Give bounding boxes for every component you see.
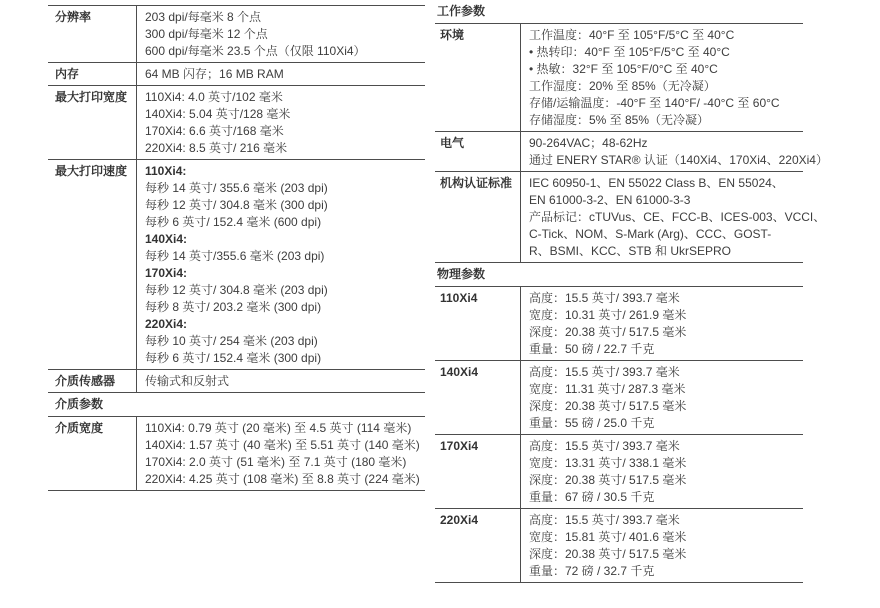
spec-line: 每秒 12 英寸/ 304.8 毫米 (203 dpi) [145, 283, 328, 297]
spec-line-bullet: • 热敏：32°F 至 105°F/0°C 至 40°C [529, 62, 718, 76]
spec-line: 重量：50 磅 / 22.7 千克 [529, 342, 655, 356]
row-label: 介质传感器 [55, 374, 116, 388]
spec-line-model: 110Xi4: [145, 164, 187, 178]
row-label: 最大打印速度 [55, 164, 128, 178]
spec-line: 300 dpi/每毫米 12 个点 [145, 27, 268, 41]
spec-line: 高度：15.5 英寸/ 393.7 毫米 [529, 365, 680, 379]
spec-line: 存储/运输温度：-40°F 至 140°F/ -40°C 至 60°C [529, 96, 780, 110]
row-label: 110Xi4 [440, 291, 478, 305]
spec-line: 每秒 6 英寸/ 152.4 毫米 (600 dpi) [145, 215, 322, 229]
row-label: 220Xi4 [440, 513, 479, 527]
spec-line: 深度：20.38 英寸/ 517.5 毫米 [529, 473, 687, 487]
spec-line-model: 170Xi4: [145, 266, 188, 280]
spec-line: 宽度：11.31 英寸/ 287.3 毫米 [529, 382, 686, 396]
row-label: 分辨率 [55, 10, 92, 24]
spec-line: 140Xi4: 1.57 英寸 (40 毫米) 至 5.51 英寸 (140 毫米) [145, 438, 420, 452]
spec-line: 140Xi4: 5.04 英寸/128 毫米 [145, 107, 291, 121]
section-header-media-params: 介质参数 [48, 392, 425, 416]
row-label: 内存 [55, 67, 80, 81]
row-value [520, 172, 827, 262]
spec-line: R、BSMI、KCC、STB 和 UkrSEPRO [529, 244, 732, 258]
spec-line: 170Xi4: 2.0 英寸 (51 毫米) 至 7.1 英寸 (180 毫米) [145, 455, 407, 469]
row-max-print-speed [48, 159, 425, 369]
spec-line: 存储湿度：5% 至 85%（无冷凝） [529, 113, 710, 127]
row-label: 环境 [440, 28, 465, 42]
spec-line: 高度：15.5 英寸/ 393.7 毫米 [529, 513, 680, 527]
spec-line: 宽度：13.31 英寸/ 338.1 毫米 [529, 456, 687, 470]
row-value [136, 63, 425, 85]
row-value [520, 435, 803, 508]
spec-line: 每秒 14 英寸/ 355.6 毫米 (203 dpi) [145, 181, 328, 195]
spec-line: 110Xi4: 4.0 英寸/102 毫米 [145, 90, 283, 104]
row-140xi4 [435, 360, 803, 434]
spec-line: 90-264VAC；48-62Hz [529, 136, 648, 150]
spec-line: 通过 ENERY STAR® 认证（140Xi4、170Xi4、220Xi4） [529, 153, 828, 167]
row-label: 170Xi4 [440, 439, 479, 453]
spec-line: 重量：55 磅 / 25.0 千克 [529, 416, 655, 430]
spec-line: 工作湿度：20% 至 85%（无冷凝） [529, 79, 716, 93]
spec-line: EN 61000-3-2、EN 61000-3-3 [529, 193, 691, 207]
spec-line-model: 220Xi4: [145, 317, 188, 331]
row-value [520, 287, 803, 360]
row-label: 140Xi4 [440, 365, 479, 379]
spec-line: 传输式和反射式 [145, 374, 230, 388]
row-electrical [435, 131, 828, 171]
spec-line: 每秒 6 英寸/ 152.4 毫米 (300 dpi) [145, 351, 322, 365]
spec-line-model: 140Xi4: [145, 232, 188, 246]
row-media-sensor [48, 369, 425, 392]
spec-line: 每秒 12 英寸/ 304.8 毫米 (300 dpi) [145, 198, 328, 212]
row-value [520, 132, 830, 171]
row-resolution [48, 5, 425, 62]
spec-line: 203 dpi/每毫米 8 个点 [145, 10, 262, 24]
spec-line: 170Xi4: 6.6 英寸/168 毫米 [145, 124, 284, 138]
spec-line: 220Xi4: 4.25 英寸 (108 毫米) 至 8.8 英寸 (224 毫米) [145, 472, 420, 486]
row-environment [435, 23, 803, 131]
row-value [520, 509, 803, 582]
row-label: 最大打印宽度 [55, 90, 128, 104]
spec-line-bullet: • 热转印：40°F 至 105°F/5°C 至 40°C [529, 45, 730, 59]
row-value [136, 417, 425, 490]
spec-line: 工作温度：40°F 至 105°F/5°C 至 40°C [529, 28, 735, 42]
spec-line: 64 MB 闪存；16 MB RAM [145, 67, 284, 81]
spec-line: 每秒 14 英寸/355.6 毫米 (203 dpi) [145, 249, 325, 263]
spec-line: 产品标记：cTUVus、CE、FCC-B、ICES-003、VCCI、 [529, 210, 826, 224]
row-max-print-width [48, 85, 425, 159]
row-value [136, 370, 425, 392]
row-220xi4 [435, 508, 803, 582]
row-label: 电气 [440, 136, 465, 150]
row-value [520, 361, 803, 434]
spec-line: 高度：15.5 英寸/ 393.7 毫米 [529, 439, 680, 453]
spec-line: 600 dpi/每毫米 23.5 个点（仅限 110Xi4） [145, 44, 366, 58]
row-value [136, 6, 425, 62]
row-media-width [48, 416, 425, 490]
spec-table-left [48, 5, 425, 491]
spec-line: 深度：20.38 英寸/ 517.5 毫米 [529, 399, 687, 413]
row-170xi4 [435, 434, 803, 508]
spec-line: 深度：20.38 英寸/ 517.5 毫米 [529, 325, 687, 339]
spec-line: 深度：20.38 英寸/ 517.5 毫米 [529, 547, 687, 561]
spec-table-right [435, 0, 828, 583]
row-value [136, 160, 425, 369]
row-label: 机构认证标准 [440, 176, 513, 190]
section-header-physical-params: 物理参数 [435, 262, 803, 286]
spec-line: 220Xi4: 8.5 英寸/ 216 毫米 [145, 141, 288, 155]
spec-line: 110Xi4: 0.79 英寸 (20 毫米) 至 4.5 英寸 (114 毫米) [145, 421, 412, 435]
row-value [520, 24, 803, 131]
spec-line: 每秒 10 英寸/ 254 毫米 (203 dpi) [145, 334, 318, 348]
row-memory [48, 62, 425, 85]
spec-line: 高度：15.5 英寸/ 393.7 毫米 [529, 291, 680, 305]
row-110xi4 [435, 286, 803, 360]
spec-line: C-Tick、NOM、S-Mark (Arg)、CCC、GOST- [529, 227, 772, 241]
spec-line: 宽度：15.81 英寸/ 401.6 毫米 [529, 530, 687, 544]
spec-line: IEC 60950-1、EN 55022 Class B、EN 55024、 [529, 176, 784, 190]
row-agency-approvals [435, 171, 826, 262]
row-value [136, 86, 425, 159]
row-label: 介质宽度 [55, 421, 104, 435]
section-header-operating-params: 工作参数 [437, 4, 486, 18]
spec-line: 重量：67 磅 / 30.5 千克 [529, 490, 655, 504]
spec-line: 每秒 8 英寸/ 203.2 毫米 (300 dpi) [145, 300, 322, 314]
spec-line: 重量：72 磅 / 32.7 千克 [529, 564, 655, 578]
spec-line: 宽度：10.31 英寸/ 261.9 毫米 [529, 308, 687, 322]
